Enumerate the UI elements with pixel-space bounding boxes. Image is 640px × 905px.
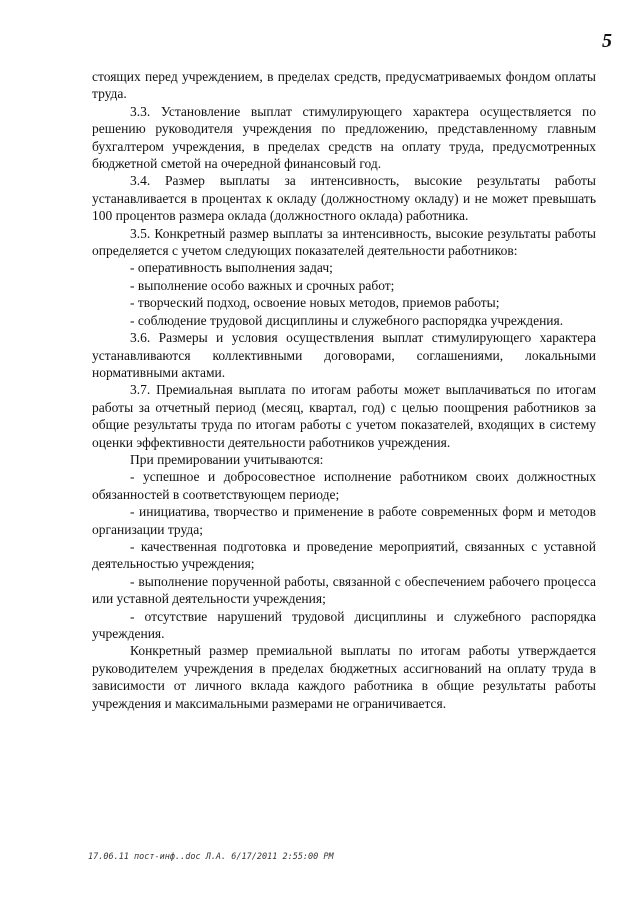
list-item: - инициатива, творчество и применение в работе современных форм и методов организации труда;	[92, 504, 596, 537]
paragraph-3-6: 3.6. Размеры и условия осуществления выплат стимулирующего характера устанавливаются коллективными договорами, соглашениями, локальными нормативными актами.	[92, 330, 596, 380]
list-item: - отсутствие нарушений трудовой дисциплины и служебного распорядка учреждения.	[92, 608, 596, 641]
list-item: - выполнение особо важных и срочных работ;	[130, 277, 395, 293]
page-number: 5	[602, 30, 612, 52]
paragraph-premium-criteria: При премировании учитываются:	[130, 451, 324, 467]
list-item: - качественная подготовка и проведение мероприятий, связанных с уставной деятельностью учреждения;	[92, 538, 596, 572]
paragraph-continuation: стоящих перед учреждением, в пределах средств, предусматриваемых фондом оплаты труда.	[92, 69, 596, 102]
list-item: - соблюдение трудовой дисциплины и служебного распорядка учреждения.	[130, 312, 564, 328]
list-item: - оперативность выполнения задач;	[130, 260, 333, 276]
paragraph-3-3: 3.3. Установление выплат стимулирующего характера осуществляется по решению руководителя учреждения по предложению, представленному главным бухгалтером учреждения, в пределах средств на оплату труда, предусмотренных бюджетной сметой на очередной финансовый год.	[92, 103, 596, 172]
paragraph-premium-amount: Конкретный размер премиальной выплаты по итогам работы утверждается руководителем учреждения в пределах бюджетных ассигнований на оплату труда в зависимости от личного вклада каждого работника в общие результаты работы учреждения и максимальными размерами не ограничивается.	[92, 643, 596, 711]
document-footer: 17.06.11 пост-инф..doc Л.А. 6/17/2011 2:55:00 PM	[88, 852, 334, 862]
list-item: - выполнение порученной работы, связанной с обеспечением рабочего процесса или уставной деятельности учреждения;	[92, 573, 596, 607]
paragraph-3-4: 3.4. Размер выплаты за интенсивность, высокие результаты работы устанавливается в процентах к окладу (должностному окладу) и не может превышать 100 процентов размера оклада (должностного оклада) работника.	[92, 173, 596, 224]
list-item: - творческий подход, освоение новых методов, приемов работы;	[130, 295, 500, 311]
document-body	[92, 68, 596, 712]
paragraph-3-7: 3.7. Премиальная выплата по итогам работы может выплачиваться по итогам работы за отчетный период (месяц, квартал, год) с целью поощрения работников за общие результаты труда по итогам работы с учетом показателей, входящих в систему оценки эффективности деятельности работников учреждения.	[92, 382, 596, 450]
list-item: - успешное и добросовестное исполнение работником своих должностных обязанностей в соответствующем периоде;	[92, 469, 596, 502]
paragraph-3-5: 3.5. Конкретный размер выплаты за интенсивность, высокие результаты работы определяется с учетом следующих показателей деятельности работников:	[92, 225, 596, 259]
